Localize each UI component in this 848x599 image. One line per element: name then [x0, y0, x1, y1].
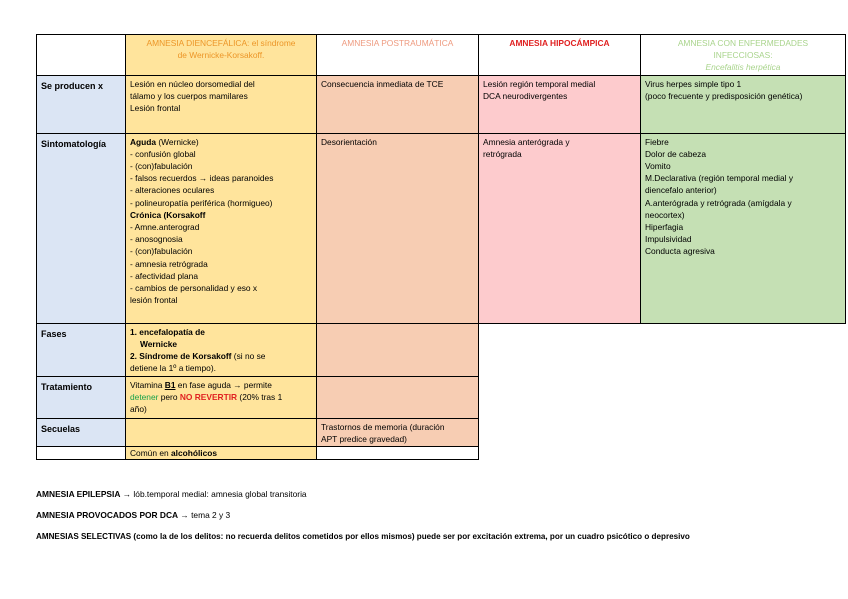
row-label-fases: Fases — [37, 323, 126, 376]
note-dca: AMNESIA PROVOCADOS POR DCA → tema 2 y 3 — [36, 510, 231, 520]
cell-tratamiento-diencefalica: Vitamina B1 en fase aguda → permite detener pero NO REVERTIR (20% tras 1 año) — [126, 376, 317, 418]
cell-ultima-diencefalica: Común en alcohólicos — [126, 447, 317, 460]
header-diencefalica: AMNESIA DIENCEFÁLICA: el síndrome de Wernicke-Korsakoff. — [126, 35, 317, 76]
cell-sintomatologia-hipocampica: Amnesia anterógrada y retrógrada — [479, 133, 641, 323]
cell-ultima-postraumatica — [317, 447, 479, 460]
cell-sintomatologia-infecciosas: Fiebre Dolor de cabeza Vomito M.Declarativa (región temporal medial y diencefalo anterior) A.anterógrada y retrógrada (amígdala y neocortex) Hiperfagia Impulsividad Conducta agresiva — [641, 133, 846, 323]
cell-sintomatologia-diencefalica: Aguda (Wernicke) - confusión global - (con)fabulación - falsos recuerdos → ideas paranoides - alteraciones oculares - polineuropatía periférica (hormigueo) Crónica (Korsakoff - Amne.anterograd - anosognosia - (con)fabulación - amnesia retrógrada - afectividad plana - cambios de personalidad y eso x lesión frontal — [126, 133, 317, 323]
cell-tratamiento-postraumatica — [317, 376, 479, 418]
row-tratamiento — [37, 376, 846, 418]
header-postraumatica: AMNESIA POSTRAUMÁTICA — [317, 35, 479, 76]
cell-ultima-label — [37, 447, 126, 460]
cell-fases-postraumatica — [317, 323, 479, 376]
cell-producen-hipocampica: Lesión región temporal medial DCA neurodivergentes — [479, 75, 641, 133]
row-label-producen: Se producen x — [37, 75, 126, 133]
row-label-sintomatologia: Sintomatología — [37, 133, 126, 323]
cell-producen-postraumatica: Consecuencia inmediata de TCE — [317, 75, 479, 133]
cell-producen-diencefalica: Lesión en núcleo dorsomedial del tálamo y los cuerpos mamilares Lesión frontal — [126, 75, 317, 133]
note-selectivas: AMNESIAS SELECTIVAS (como la de los delitos: no recuerda delitos cometidos por ellos mismos) puede ser por excitación extrema, por un cuadro psicótico o depresivo — [36, 532, 690, 541]
cell-producen-infecciosas: Virus herpes simple tipo 1 (poco frecuente y predisposición genética) — [641, 75, 846, 133]
corner-cell — [37, 35, 126, 76]
row-producen — [37, 75, 846, 133]
header-infecciosas: AMNESIA CON ENFERMEDADES INFECCIOSAS: Encefalitis herpética — [641, 35, 846, 76]
cell-fases-diencefalica: 1. encefalopatía de Wernicke 2. Síndrome de Korsakoff (si no se detiene la 1º a tiempo). — [126, 323, 317, 376]
header-hipocampica: AMNESIA HIPOCÁMPICA — [479, 35, 641, 76]
row-label-secuelas: Secuelas — [37, 418, 126, 446]
row-fases — [37, 323, 846, 376]
cell-secuelas-diencefalica — [126, 418, 317, 446]
row-ultima — [37, 447, 846, 460]
header-row — [37, 35, 846, 76]
amnesia-table — [36, 34, 846, 460]
row-label-tratamiento: Tratamiento — [37, 376, 126, 418]
cell-sintomatologia-postraumatica: Desorientación — [317, 133, 479, 323]
note-epilepsia: AMNESIA EPILEPSIA → lób.temporal medial: amnesia global transitoria — [36, 489, 307, 499]
row-sintomatologia — [37, 133, 846, 323]
row-secuelas — [37, 418, 846, 446]
cell-secuelas-postraumatica: Trastornos de memoria (duración APT predice gravedad) — [317, 418, 479, 446]
